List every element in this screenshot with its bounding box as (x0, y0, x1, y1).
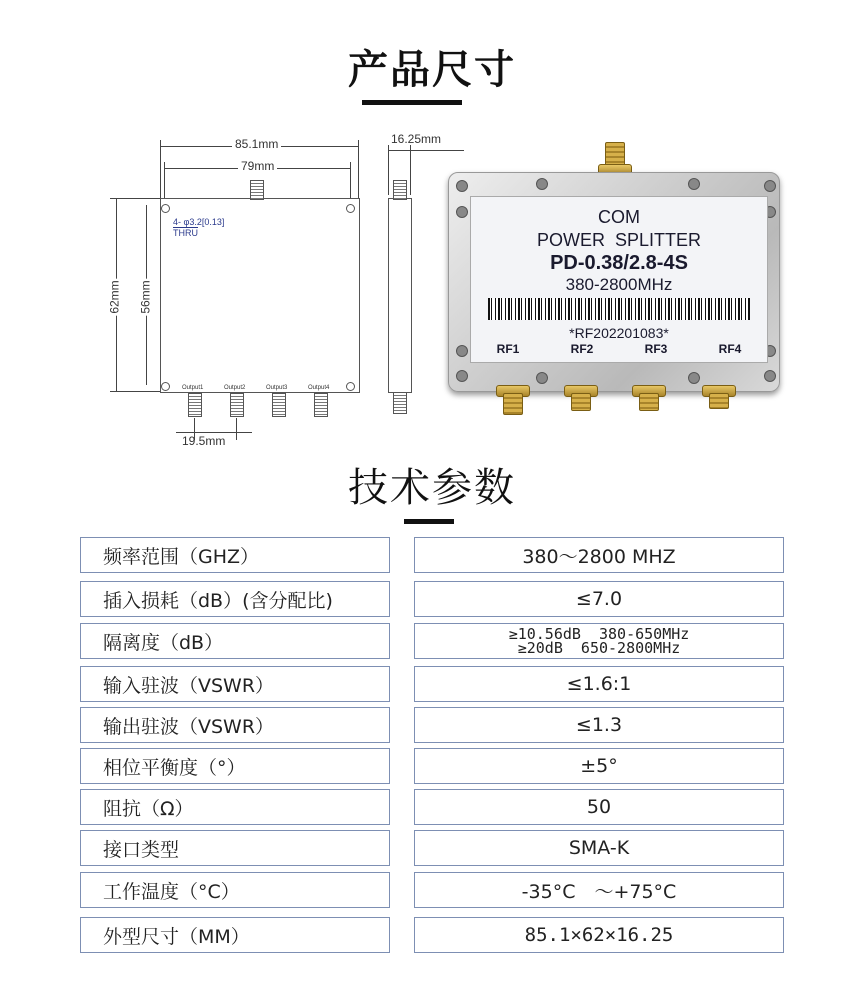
isolation-line-2: ≥20dB 650-2800MHz (517, 639, 681, 657)
rf2-sma-connector (571, 393, 591, 411)
spec-value: ≤1.6:1 (414, 666, 784, 702)
title-underline (362, 100, 462, 105)
isolation-line-1: ≥10.56dB 380-650MHz (508, 625, 690, 643)
label-power-splitter: POWER SPLITTER (536, 230, 702, 250)
screw (456, 180, 468, 192)
spec-label: 工作温度（°C） (80, 872, 390, 908)
label-serial: *RF202201083* (569, 325, 669, 341)
output-connector (272, 393, 286, 417)
output-connector (230, 393, 244, 417)
device-label-plate (470, 196, 768, 363)
mount-hole (161, 382, 170, 391)
screw (764, 180, 776, 192)
tech-spec-title: 技术参数 (348, 465, 516, 511)
spec-label: 相位平衡度（°） (80, 748, 390, 784)
rf3-sma-connector (639, 393, 659, 411)
mount-hole (346, 204, 355, 213)
spec-value: -35°C ～+75°C (414, 872, 784, 908)
spec-value: ≤1.3 (414, 707, 784, 743)
screw (688, 178, 700, 190)
output-connector (188, 393, 202, 417)
spec-value: SMA-K (414, 830, 784, 866)
table-row (80, 537, 784, 575)
mount-hole (346, 382, 355, 391)
spec-label: 频率范围（GHZ） (80, 537, 390, 573)
screw (456, 206, 468, 218)
port-label-rf3: RF3 (644, 342, 668, 356)
side-thickness-label: 16.25mm (391, 132, 442, 146)
port-label-rf2: RF2 (570, 342, 594, 356)
com-connector (250, 180, 264, 200)
table-row (80, 789, 784, 827)
spec-label: 接口类型 (80, 830, 390, 866)
output-label-3: Output3 (266, 385, 288, 391)
product-size-title: 产品尺寸 (348, 47, 516, 93)
port-pitch-label: 19.5mm (182, 434, 226, 448)
table-row (80, 707, 784, 745)
side-output-connector (393, 392, 407, 414)
table-row (80, 666, 784, 704)
screw (688, 372, 700, 384)
side-view-outline (388, 198, 412, 393)
overall-width-label: 85.1mm (232, 137, 281, 151)
table-row (80, 623, 784, 661)
table-row (80, 581, 784, 619)
outer-height-label: 62mm (107, 280, 122, 314)
spec-value: 50 (414, 789, 784, 825)
label-com: COM (598, 207, 640, 227)
mount-hole (161, 204, 170, 213)
spec-label: 隔离度（dB） (80, 623, 390, 659)
inner-height-label: 56mm (138, 280, 153, 314)
screw (456, 345, 468, 357)
rf1-sma-connector (503, 393, 523, 415)
output-connector (314, 393, 328, 417)
spec-label: 外型尺寸（MM） (80, 917, 390, 953)
spec-value: ±5° (414, 748, 784, 784)
screw (456, 370, 468, 382)
table-row (80, 872, 784, 910)
label-model: PD-0.38/2.8-4S (550, 252, 688, 274)
spec-label: 阻抗（Ω） (80, 789, 390, 825)
table-row (80, 830, 784, 868)
side-com-connector (393, 180, 407, 200)
inner-width-label: 79mm (238, 159, 277, 173)
spec-value (414, 623, 784, 659)
spec-value: 380～2800 MHZ (414, 537, 784, 573)
output-label-2: Output2 (224, 385, 246, 391)
table-row (80, 917, 784, 955)
port-label-rf4: RF4 (718, 342, 742, 356)
spec-label: 插入损耗（dB）(含分配比) (80, 581, 390, 617)
hole-note: 4- φ3.2[0.13] THRU (173, 217, 225, 238)
rf4-sma-connector (709, 393, 729, 409)
spec-label: 输入驻波（VSWR） (80, 666, 390, 702)
screw (536, 178, 548, 190)
label-frequency: 380-2800MHz (565, 275, 673, 294)
title-underline (404, 519, 454, 524)
screw (764, 370, 776, 382)
spec-label: 输出驻波（VSWR） (80, 707, 390, 743)
screw (536, 372, 548, 384)
port-label-rf1: RF1 (496, 342, 520, 356)
output-label-1: Output1 (182, 385, 204, 391)
spec-value: 85.1×62×16.25 (414, 917, 784, 953)
spec-value: ≤7.0 (414, 581, 784, 617)
barcode (488, 298, 750, 320)
output-label-4: Output4 (308, 385, 330, 391)
table-row (80, 748, 784, 786)
